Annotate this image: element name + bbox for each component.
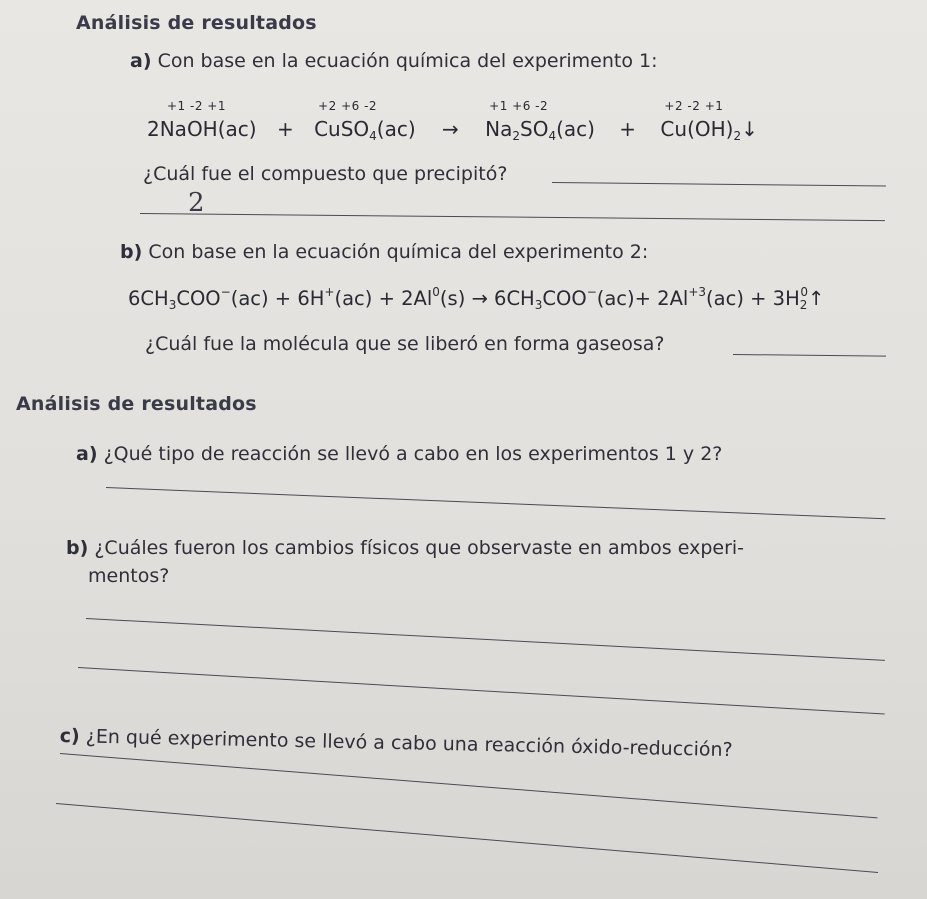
answer-line [140, 213, 885, 221]
answer-line [60, 753, 878, 818]
answer-line [733, 354, 886, 357]
subscript: 2 [799, 298, 808, 312]
formula: CuSO [314, 117, 370, 141]
state: (ac) [556, 117, 595, 141]
subscript: 4 [369, 129, 377, 143]
plus-sign: + [619, 117, 637, 141]
answer-line [78, 667, 885, 715]
question-1a-prompt: ¿Cuál fue el compuesto que precipitó? [143, 163, 508, 185]
formula: 2NaOH(ac) [147, 117, 257, 141]
precipitate-arrow: ↓ [741, 117, 758, 141]
answer-line [86, 618, 885, 661]
question-1b [120, 241, 648, 263]
question-text: ¿Cuáles fueron los cambios físicos que observaste en ambos experi- [94, 537, 745, 559]
eq1-reactant-naoh [147, 99, 263, 141]
formula: COO [176, 287, 221, 310]
question-2a [76, 443, 722, 465]
question-2b-continuation: mentos? [88, 565, 170, 587]
subscript: 2 [512, 129, 520, 143]
eq1-reactant-cuso4 [314, 99, 422, 143]
handwritten-answer: 2 [188, 188, 205, 218]
formula: Na [485, 117, 513, 141]
question-text: ¿Qué tipo de reacción se llevó a cabo en los experimentos 1 y 2? [103, 443, 723, 465]
question-1b-prompt: ¿Cuál fue la molécula que se liberó en forma gaseosa? [145, 333, 665, 355]
state: (ac) [376, 117, 416, 141]
answer-line [56, 803, 878, 873]
formula: (s) → 6CH [439, 287, 535, 310]
question-text: Con base en la ecuación química del experimento 1: [157, 50, 658, 72]
formula: COO [542, 287, 587, 310]
section-title-1: Análisis de resultados [76, 12, 317, 34]
subscript: 3 [168, 298, 177, 312]
answer-line [106, 487, 885, 519]
formula: (ac) + 3H [706, 287, 800, 310]
superscript: + [324, 285, 335, 299]
oxidation-numbers: +1 -2 +1 [167, 99, 226, 113]
subscript: 3 [534, 298, 543, 312]
superscript: 0 [432, 285, 440, 299]
eq1-product-na2so4 [485, 99, 601, 143]
formula: (ac) + 2Al [334, 287, 433, 310]
question-label: c) [59, 725, 80, 748]
plus-sign: + [276, 117, 294, 141]
equation-2 [128, 285, 824, 312]
question-2b [66, 537, 744, 559]
superscript: − [220, 285, 231, 299]
formula: (ac)+ 2Al [596, 287, 689, 310]
question-label: a) [130, 50, 152, 72]
question-label: a) [76, 443, 98, 465]
answer-line [552, 182, 886, 186]
superscript: 0 [800, 285, 809, 299]
question-2c [60, 725, 733, 761]
oxidation-numbers: +2 -2 +1 [664, 99, 724, 113]
oxidation-numbers: +2 +6 -2 [318, 99, 378, 113]
question-text: Con base en la ecuación química del experimento 2: [148, 241, 649, 263]
section-title-2: Análisis de resultados [16, 393, 257, 415]
subscript: 2 [733, 129, 742, 143]
gas-arrow: ↑ [808, 287, 825, 310]
question-1a [130, 50, 658, 72]
question-label: b) [66, 537, 89, 559]
question-label: b) [120, 241, 143, 263]
reaction-arrow: → [442, 117, 459, 141]
equation-1 [147, 99, 758, 143]
oxidation-numbers: +1 +6 -2 [489, 99, 549, 113]
superscript: − [586, 285, 597, 299]
eq1-product-cuoh2 [660, 99, 758, 143]
superscript: +3 [688, 285, 707, 299]
formula: SO [520, 117, 549, 141]
subscript: 4 [548, 129, 557, 143]
question-text: ¿En qué experimento se llevó a cabo una reacción óxido-reducción? [85, 725, 733, 762]
formula: 6CH [128, 287, 169, 310]
formula: (ac) + 6H [230, 287, 325, 310]
formula: Cu(OH) [660, 117, 734, 141]
